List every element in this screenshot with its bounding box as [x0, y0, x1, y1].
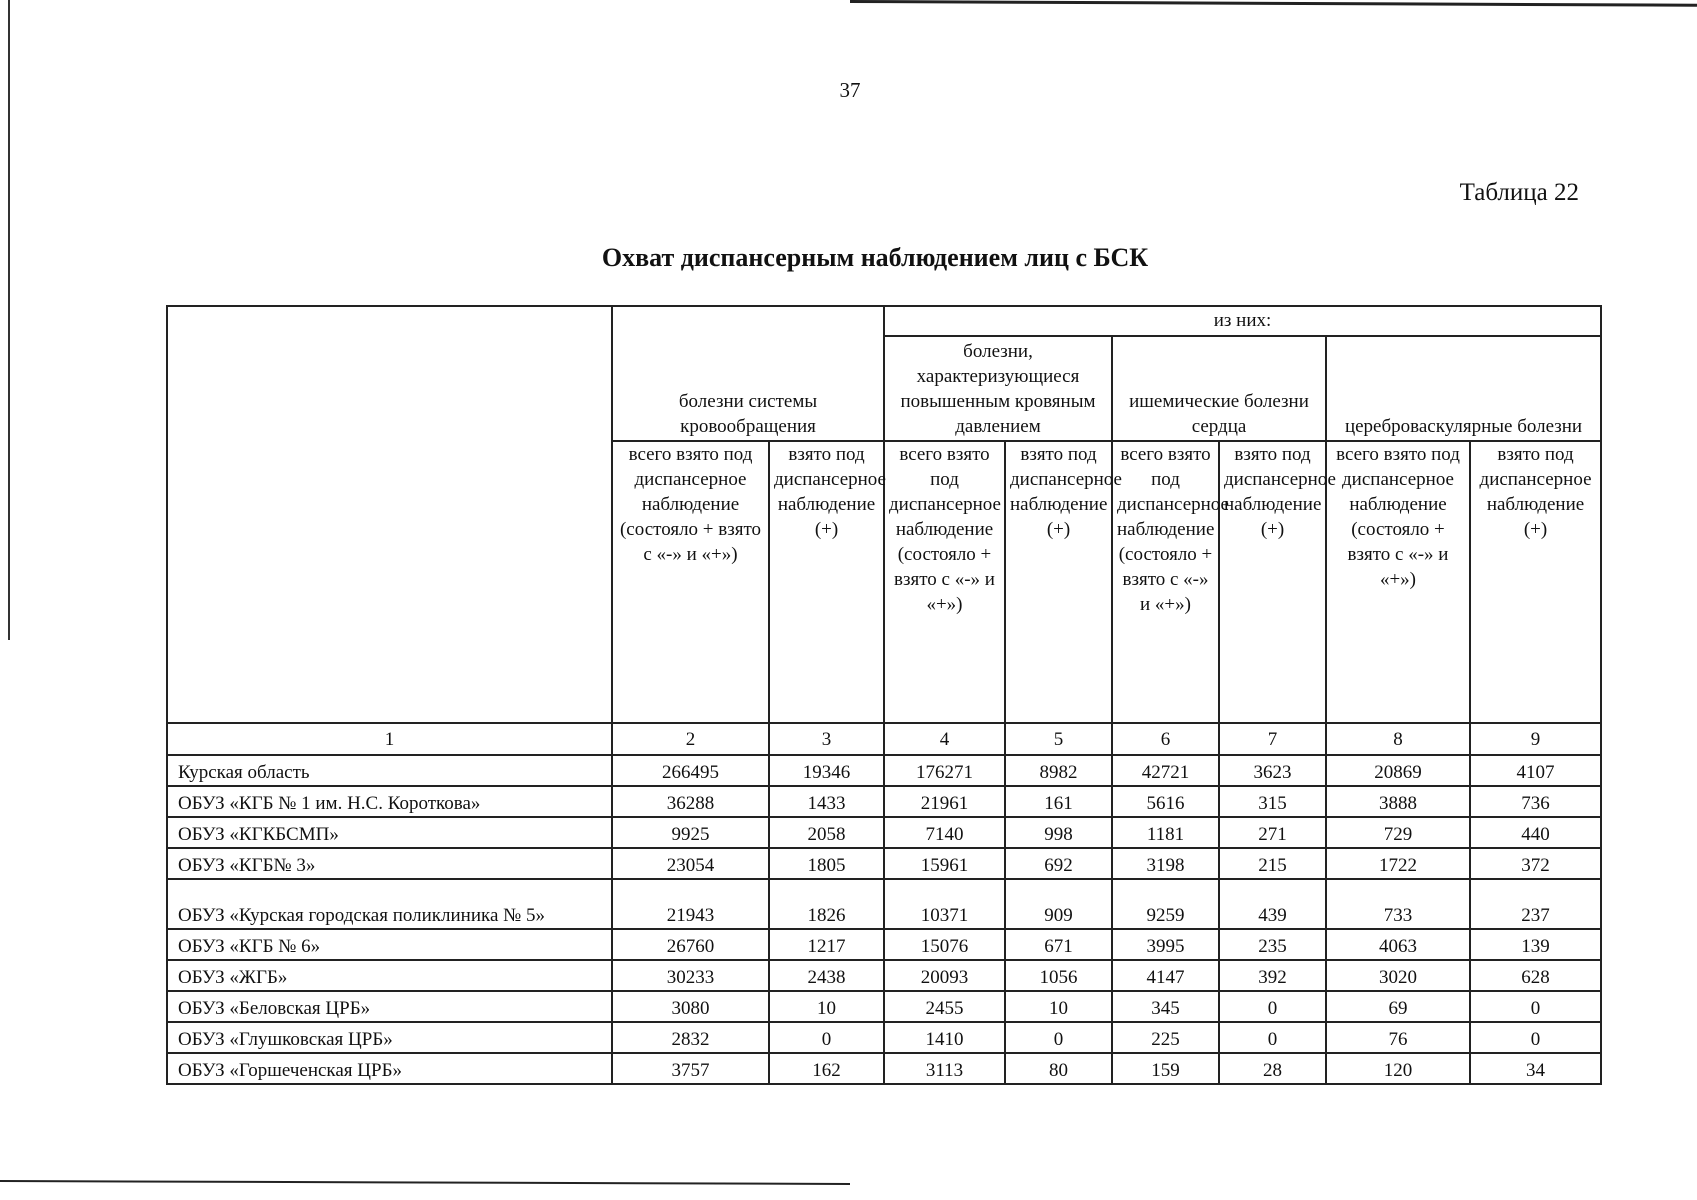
- row-value: 159: [1112, 1053, 1219, 1084]
- column-number: 3: [769, 723, 884, 755]
- row-value: 28: [1219, 1053, 1326, 1084]
- row-value: 5616: [1112, 786, 1219, 817]
- row-value: 998: [1005, 817, 1112, 848]
- table-row: [167, 755, 1601, 786]
- row-value: 225: [1112, 1022, 1219, 1053]
- header-group-cerebrovascular: цереброваскулярные болезни: [1326, 336, 1601, 441]
- row-value: 4107: [1470, 755, 1601, 786]
- row-value: 3113: [884, 1053, 1005, 1084]
- row-value: 23054: [612, 848, 769, 879]
- scan-edge-bottom: [0, 1180, 850, 1185]
- row-value: 2058: [769, 817, 884, 848]
- header-col-2: всего взято под диспансерное наблюдение (состояло + взято с «-» и «+»): [612, 441, 769, 723]
- header-group-hypertension: болезни, характеризующиеся повышенным кровяным давлением: [884, 336, 1112, 441]
- header-col-8: всего взято под диспансерное наблюдение (состояло + взято с «-» и «+»): [1326, 441, 1470, 723]
- row-value: 628: [1470, 960, 1601, 991]
- row-value: 3020: [1326, 960, 1470, 991]
- row-value: 733: [1326, 879, 1470, 929]
- row-value: 3623: [1219, 755, 1326, 786]
- table-row: [167, 848, 1601, 879]
- table-row: [167, 991, 1601, 1022]
- column-number: 2: [612, 723, 769, 755]
- row-value: 315: [1219, 786, 1326, 817]
- row-value: 266495: [612, 755, 769, 786]
- row-value: 8982: [1005, 755, 1112, 786]
- row-value: 237: [1470, 879, 1601, 929]
- row-value: 0: [1219, 1022, 1326, 1053]
- row-value: 162: [769, 1053, 884, 1084]
- row-value: 3080: [612, 991, 769, 1022]
- column-number: 8: [1326, 723, 1470, 755]
- row-name: ОБУЗ «Глушковская ЦРБ»: [167, 1022, 612, 1053]
- row-value: 0: [769, 1022, 884, 1053]
- row-value: 729: [1326, 817, 1470, 848]
- row-value: 2832: [612, 1022, 769, 1053]
- row-name: ОБУЗ «КГБ№ 3»: [167, 848, 612, 879]
- row-value: 21943: [612, 879, 769, 929]
- header-group-ihd: ишемические болезни сердца: [1112, 336, 1326, 441]
- row-value: 7140: [884, 817, 1005, 848]
- row-value: 1410: [884, 1022, 1005, 1053]
- row-value: 0: [1005, 1022, 1112, 1053]
- row-value: 176271: [884, 755, 1005, 786]
- row-value: 1805: [769, 848, 884, 879]
- row-value: 1722: [1326, 848, 1470, 879]
- column-number: 4: [884, 723, 1005, 755]
- row-value: 42721: [1112, 755, 1219, 786]
- row-value: 36288: [612, 786, 769, 817]
- table-label: Таблица 22: [1459, 179, 1579, 206]
- row-value: 235: [1219, 929, 1326, 960]
- row-value: 1056: [1005, 960, 1112, 991]
- table-body: [167, 755, 1601, 1084]
- row-value: 3888: [1326, 786, 1470, 817]
- table-row: [167, 817, 1601, 848]
- row-value: 20093: [884, 960, 1005, 991]
- row-value: 15961: [884, 848, 1005, 879]
- row-value: 692: [1005, 848, 1112, 879]
- header-of-them: из них:: [884, 306, 1601, 336]
- row-value: 215: [1219, 848, 1326, 879]
- row-value: 9259: [1112, 879, 1219, 929]
- row-value: 120: [1326, 1053, 1470, 1084]
- row-value: 439: [1219, 879, 1326, 929]
- row-value: 0: [1470, 991, 1601, 1022]
- row-value: 0: [1470, 1022, 1601, 1053]
- row-value: 2438: [769, 960, 884, 991]
- scan-edge-left: [8, 0, 10, 640]
- row-value: 76: [1326, 1022, 1470, 1053]
- row-value: 9925: [612, 817, 769, 848]
- header-col-6: всего взято под диспансерное наблюдение (состояло + взято с «-» и «+»): [1112, 441, 1219, 723]
- header-group-bsk: болезни системы кровообращения: [612, 306, 884, 441]
- row-name: ОБУЗ «КГБ № 6»: [167, 929, 612, 960]
- row-value: 19346: [769, 755, 884, 786]
- row-name: ОБУЗ «ЖГБ»: [167, 960, 612, 991]
- row-value: 10371: [884, 879, 1005, 929]
- header-col-7: взято под диспансерное наблюдение (+): [1219, 441, 1326, 723]
- row-value: 80: [1005, 1053, 1112, 1084]
- column-number: 1: [167, 723, 612, 755]
- document-title: Охват диспансерным наблюдением лиц с БСК: [601, 243, 1149, 272]
- row-value: 3995: [1112, 929, 1219, 960]
- row-name: ОБУЗ «Горшеченская ЦРБ»: [167, 1053, 612, 1084]
- page-number: 37: [839, 78, 861, 102]
- row-value: 15076: [884, 929, 1005, 960]
- table-row: [167, 1022, 1601, 1053]
- scan-edge-top: [850, 0, 1697, 7]
- header-col-3: взято под диспансерное наблюдение (+): [769, 441, 884, 723]
- row-value: 20869: [1326, 755, 1470, 786]
- row-name: ОБУЗ «КГБ № 1 им. Н.С. Короткова»: [167, 786, 612, 817]
- column-number: 9: [1470, 723, 1601, 755]
- row-value: 440: [1470, 817, 1601, 848]
- row-value: 392: [1219, 960, 1326, 991]
- row-value: 139: [1470, 929, 1601, 960]
- row-value: 736: [1470, 786, 1601, 817]
- column-number: 7: [1219, 723, 1326, 755]
- row-value: 30233: [612, 960, 769, 991]
- header-col-4: всего взято под диспансерное наблюдение (состояло + взято с «-» и «+»): [884, 441, 1005, 723]
- table-row: [167, 879, 1601, 929]
- row-value: 1181: [1112, 817, 1219, 848]
- row-value: 161: [1005, 786, 1112, 817]
- row-value: 4147: [1112, 960, 1219, 991]
- row-value: 10: [1005, 991, 1112, 1022]
- row-name: ОБУЗ «Беловская ЦРБ»: [167, 991, 612, 1022]
- row-value: 34: [1470, 1053, 1601, 1084]
- row-value: 26760: [612, 929, 769, 960]
- row-name: ОБУЗ «КГКБСМП»: [167, 817, 612, 848]
- row-value: 3198: [1112, 848, 1219, 879]
- row-value: 0: [1219, 991, 1326, 1022]
- row-value: 909: [1005, 879, 1112, 929]
- row-value: 1826: [769, 879, 884, 929]
- header-corner-cell: [167, 306, 612, 723]
- row-value: 69: [1326, 991, 1470, 1022]
- row-value: 1433: [769, 786, 884, 817]
- column-number: 6: [1112, 723, 1219, 755]
- table-row: [167, 786, 1601, 817]
- row-value: 21961: [884, 786, 1005, 817]
- row-value: 10: [769, 991, 884, 1022]
- table-row: [167, 1053, 1601, 1084]
- row-value: 271: [1219, 817, 1326, 848]
- row-value: 671: [1005, 929, 1112, 960]
- row-value: 345: [1112, 991, 1219, 1022]
- header-col-5: взято под диспансерное наблюдение (+): [1005, 441, 1112, 723]
- row-value: 2455: [884, 991, 1005, 1022]
- row-value: 1217: [769, 929, 884, 960]
- header-col-9: взято под диспансерное наблюдение (+): [1470, 441, 1601, 723]
- dispensary-coverage-table: [166, 305, 1602, 1085]
- row-value: 4063: [1326, 929, 1470, 960]
- table-row: [167, 929, 1601, 960]
- row-value: 372: [1470, 848, 1601, 879]
- row-value: 3757: [612, 1053, 769, 1084]
- table-row: [167, 960, 1601, 991]
- row-name: Курская область: [167, 755, 612, 786]
- row-name: ОБУЗ «Курская городская поликлиника № 5»: [167, 879, 612, 929]
- column-number: 5: [1005, 723, 1112, 755]
